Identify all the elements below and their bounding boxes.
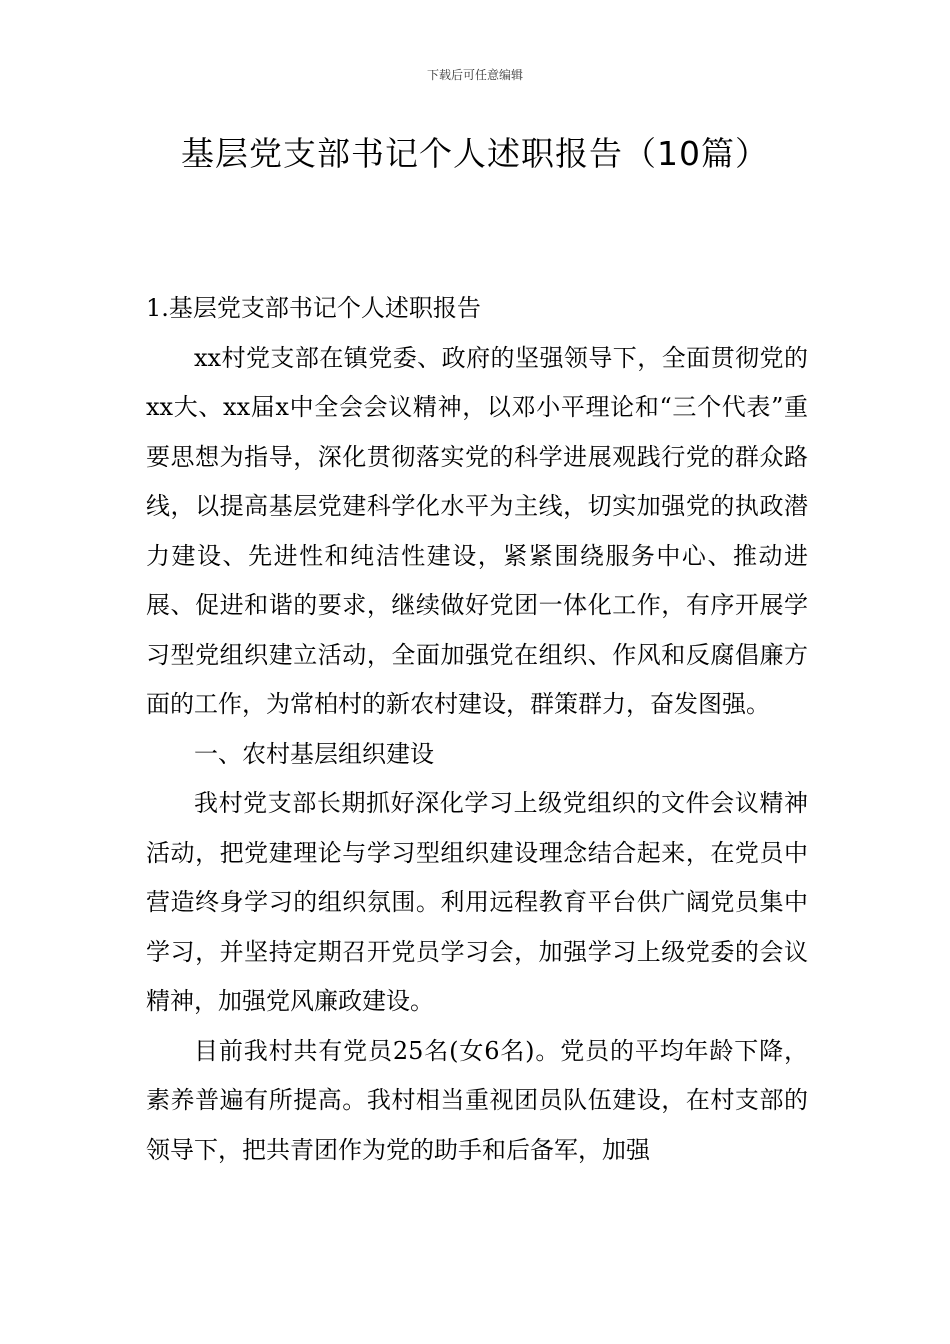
paragraph-study: 我村党支部长期抓好深化学习上级党组织的文件会议精神活动，把党建理论与学习型组织建设理念结合起来，在党员中营造终身学习的组织氛围。利用远程教育平台供广阔党员集中学习，并坚持定期召开党员学习会，加强学习上级党委的会议精神，加强党风廉政建设。: [146, 789, 808, 1015]
paragraph-members: 目前我村共有党员25名(女6名)。党员的平均年龄下降，素养普遍有所提高。我村相当重视团员队伍建设，在村支部的领导下，把共青团作为党的助手和后备军，加强: [146, 1036, 808, 1164]
document-body: [146, 284, 808, 1175]
paragraph-intro: xx村党支部在镇党委、政府的坚强领导下，全面贯彻党的xx大、xx届x中全会会议精神，以邓小平理论和“三个代表”重要思想为指导，深化贯彻落实党的科学进展观践行党的群众路线，以提高基层党建科学化水平为主线，切实加强党的执政潜力建设、先进性和纯洁性建设，紧紧围绕服务中心、推动进展、促进和谐的要求，继续做好党团一体化工作，有序开展学习型党组织建立活动，全面加强党在组织、作风和反腐倡廉方面的工作，为常柏村的新农村建设，群策群力，奋发图强。: [146, 343, 808, 718]
document-title: 基层党支部书记个人述职报告（10篇）: [181, 134, 769, 173]
section-heading: 1.基层党支部书记个人述职报告: [146, 294, 481, 322]
header-note: 下载后可任意编辑: [426, 68, 523, 82]
subheading-organization: 一、农村基层组织建设: [194, 739, 434, 768]
